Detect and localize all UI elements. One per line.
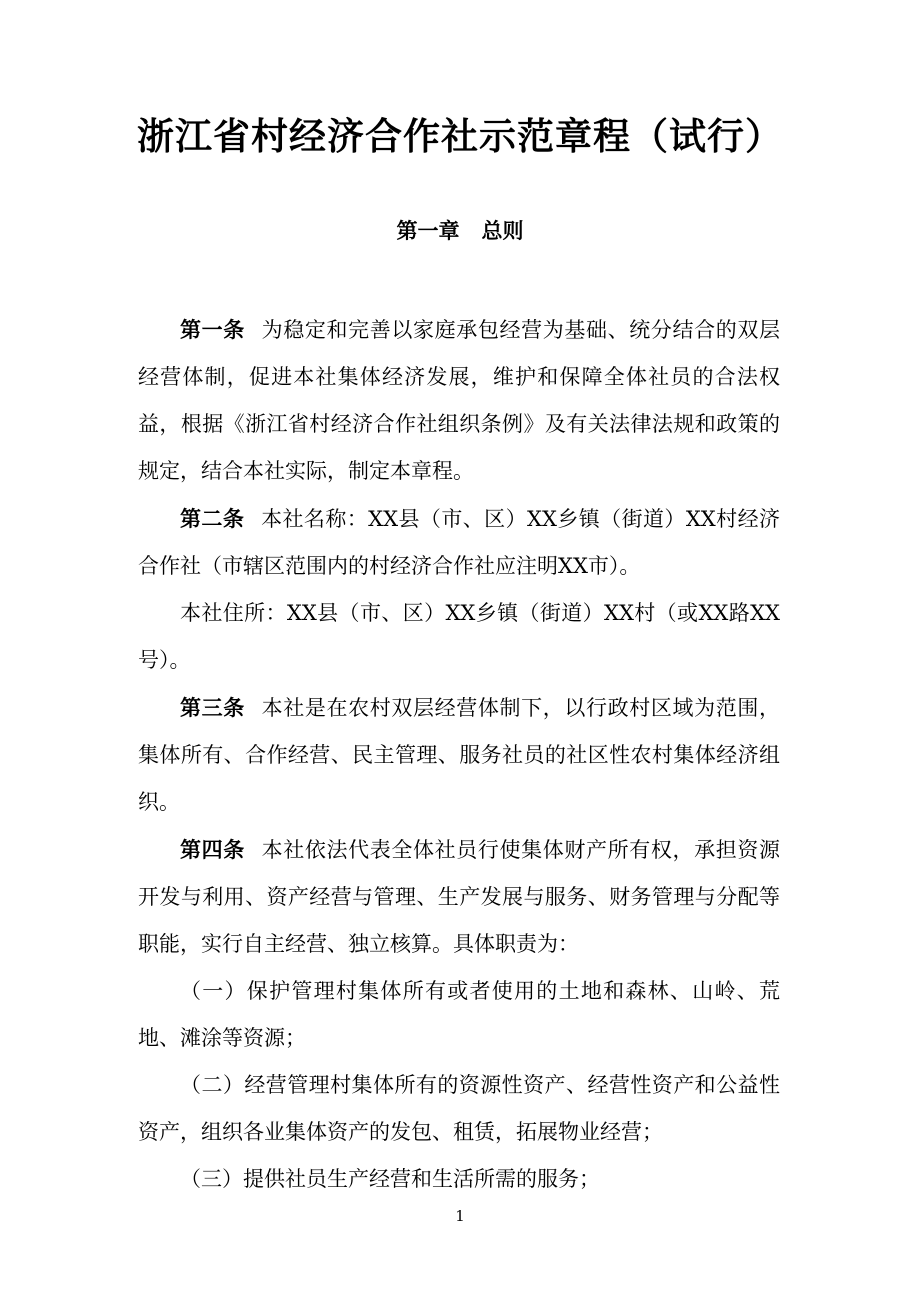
article-text: 为稳定和完善以家庭承包经营为基础、统分结合的双层经营体制，促进本社集体经济发展，维护和保障全体社员的合法权益，根据《浙江省村经济合作社组织条例》及有关法律法规和政策的规定，结合本社实际，制定本章程。 [138,318,781,483]
article-4-item-1 [138,968,780,1062]
list-item-text: （一）保护管理村集体所有或者使用的土地和森林、山岭、荒地、滩涂等资源； [138,979,780,1050]
article-text: 本社是在农村双层经营体制下，以行政村区域为范围，集体所有、合作经营、民主管理、服务社员的社区性农村集体经济组织。 [138,696,781,814]
article-2 [138,495,780,590]
article-4 [138,826,780,968]
article-label: 第二条 [180,506,245,531]
article-label: 第一条 [180,317,245,342]
article-text: 本社依法代表全体社员行使集体财产所有权，承担资源开发与利用、资产经营与管理、生产发展与服务、财务管理与分配等职能，实行自主经营、独立核算。具体职责为： [138,838,781,956]
article-label: 第三条 [180,695,245,720]
article-4-item-3 [138,1156,780,1203]
article-text: 本社名称：XX县（市、区）XX乡镇（街道）XX村经济合作社（市辖区范围内的村经济合作社应注明XX市）。 [138,507,781,578]
document-body [138,306,780,1203]
article-4-item-2 [138,1062,780,1156]
list-item-text: （二）经营管理村集体所有的资源性资产、经营性资产和公益性资产，组织各业集体资产的发包、租赁，拓展物业经营； [138,1073,780,1144]
document-title: 浙江省村经济合作社示范章程（试行） [137,114,783,158]
article-text: 本社住所：XX县（市、区）XX乡镇（街道）XX村（或XX路XX号）。 [138,601,780,672]
page-number: 1 [455,1207,465,1225]
article-2-address [138,590,780,684]
list-item-text: （三）提供社员生产经营和生活所需的服务； [180,1167,600,1191]
chapter-heading: 第一章 总则 [396,218,524,243]
article-label: 第四条 [180,837,245,862]
article-3 [138,684,780,826]
article-1 [138,306,780,495]
